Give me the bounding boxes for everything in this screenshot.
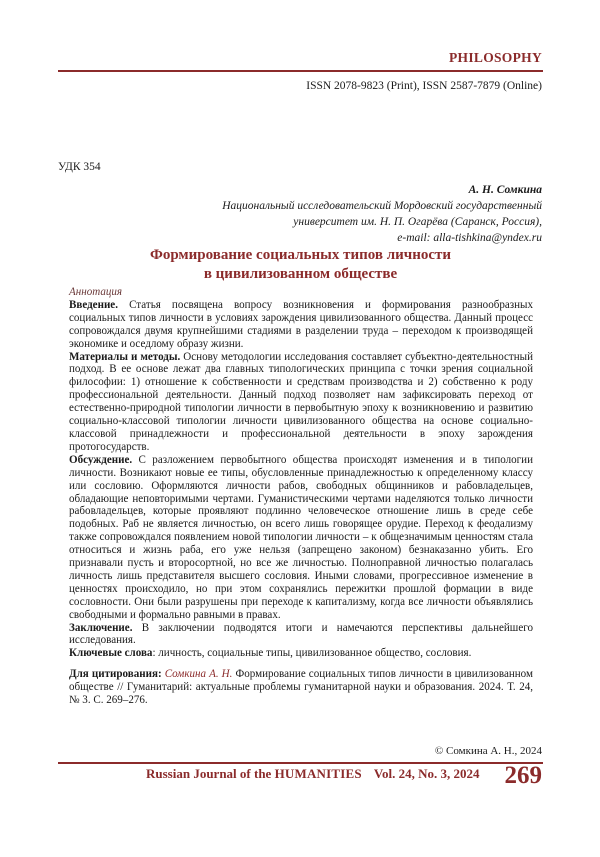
methods-label: Материалы и методы. (69, 350, 181, 363)
journal-section-label: PHILOSOPHY (448, 50, 542, 65)
citation-block (69, 668, 533, 707)
keywords-label: Ключевые слова (69, 647, 153, 660)
citation-author: Сомкина А. Н. (164, 668, 233, 681)
journal-footer (146, 766, 480, 782)
page-number: 269 (504, 762, 542, 789)
title-line-1: Формирование социальных типов личности (149, 247, 452, 263)
abstract-heading: Аннотация (69, 286, 123, 298)
introduction-text: Статья посвящена вопросу возникновения и формирования разнообразных социальных типов личности в условиях зарождения цивилизованного общества. Данный процесс сопровождался двумя крупнейшими стадиями в разделении труда – переходом к производящей экономике и оседлому образу жизни. (69, 298, 533, 350)
discussion-label: Обсуждение. (69, 453, 133, 466)
journal-name-prefix: Russian Journal of the (146, 766, 275, 781)
citation-label: Для цитирования: (69, 668, 162, 681)
title-line-2: в цивилизованном обществе (203, 266, 398, 282)
author-block (222, 182, 542, 246)
footer-divider (58, 762, 543, 764)
copyright-notice: © Сомкина А. Н., 2024 (434, 745, 542, 757)
keywords-line (69, 647, 533, 660)
methods-text: Основу методологии исследования составляет субъектно-деятельностный подход. В ее основе лежат два главных типологических принципа с точки зрения социальной философии: 1) отношение к собственности и средствам производства и 2) собственно к роду профессиональной деятельности. Данный подход позволяет нам зафиксировать переход от естественно-природной типологии личности в первобытную эпоху к возникновению и развитию социально-классовой типологии личности цивилизованного общества на основе социально-классовой принадлежности и профессиональной деятельности в эпоху зарождения протогосударств. (69, 350, 533, 453)
citation-text: Формирование социальных типов личности в цивилизованном обществе // Гуманитарий: актуальные проблемы гуманитарной науки и образования. 2024. Т. 24, № 3. С. 269–276. (69, 668, 533, 707)
introduction-label: Введение. (69, 298, 118, 311)
udk-code: УДК 354 (58, 161, 101, 173)
volume-info: Vol. 24, No. 3, 2024 (373, 766, 480, 781)
affiliation-line-1: Национальный исследовательский Мордовский государственный (222, 200, 542, 212)
abstract-block (69, 286, 533, 707)
issn-line: ISSN 2078-9823 (Print), ISSN 2587-7879 (Online) (306, 80, 542, 92)
abstract-discussion (69, 454, 533, 622)
abstract-introduction (69, 299, 533, 351)
author-email: e-mail: alla-tishkina@yndex.ru (397, 232, 542, 244)
conclusion-text: В заключении подводятся итоги и намечаются перспективы дальнейшего исследования. (69, 621, 533, 647)
keywords-text: : личность, социальные типы, цивилизованное общество, сословия. (152, 647, 472, 660)
abstract-conclusion (69, 622, 533, 648)
conclusion-label: Заключение. (69, 621, 133, 634)
affiliation-line-2: университет им. Н. П. Огарёва (Саранск, Россия), (293, 216, 542, 228)
header-divider (58, 70, 543, 72)
journal-name-caps: HUMANITIES (274, 766, 362, 781)
discussion-text: С разложением первобытного общества происходят изменения и в типологии личности. Возникают новые ее типы, обусловленные принадлежностью к определенному классу или сословию. Оформляются личности рабов, свободных общинников и рабовладельцев, обладающие неповторимыми чертами. Гуманистическими чертами наделяются только личности рабовладельцев, которые проявляют подлинно человеческое отношение лишь в среде себе подобных. Раб не является личностью, он всего лишь говорящее орудие. Переход к феодализму также сопровождался появлением новой типологии личности – к общезначимым ценностям стала относиться и жизнь раба, его уже нельзя (запрещено законом) безнаказанно убить. Его признавали пусть и второсортной, но все же личностью. Полноправной личностью полагалась личность лишь представителя высшего сословия. Иными словами, прогрессивное изменение в ценностях происходило, но при этом сохранялись пережитки прошлой формации в виде сословности. Они были разрушены при переходе к капитализму, когда все личности объявлялись свободными и формально равными в правах. (69, 453, 533, 621)
abstract-methods (69, 351, 533, 454)
author-name: А. Н. Сомкина (468, 184, 542, 196)
article-title (58, 246, 543, 284)
